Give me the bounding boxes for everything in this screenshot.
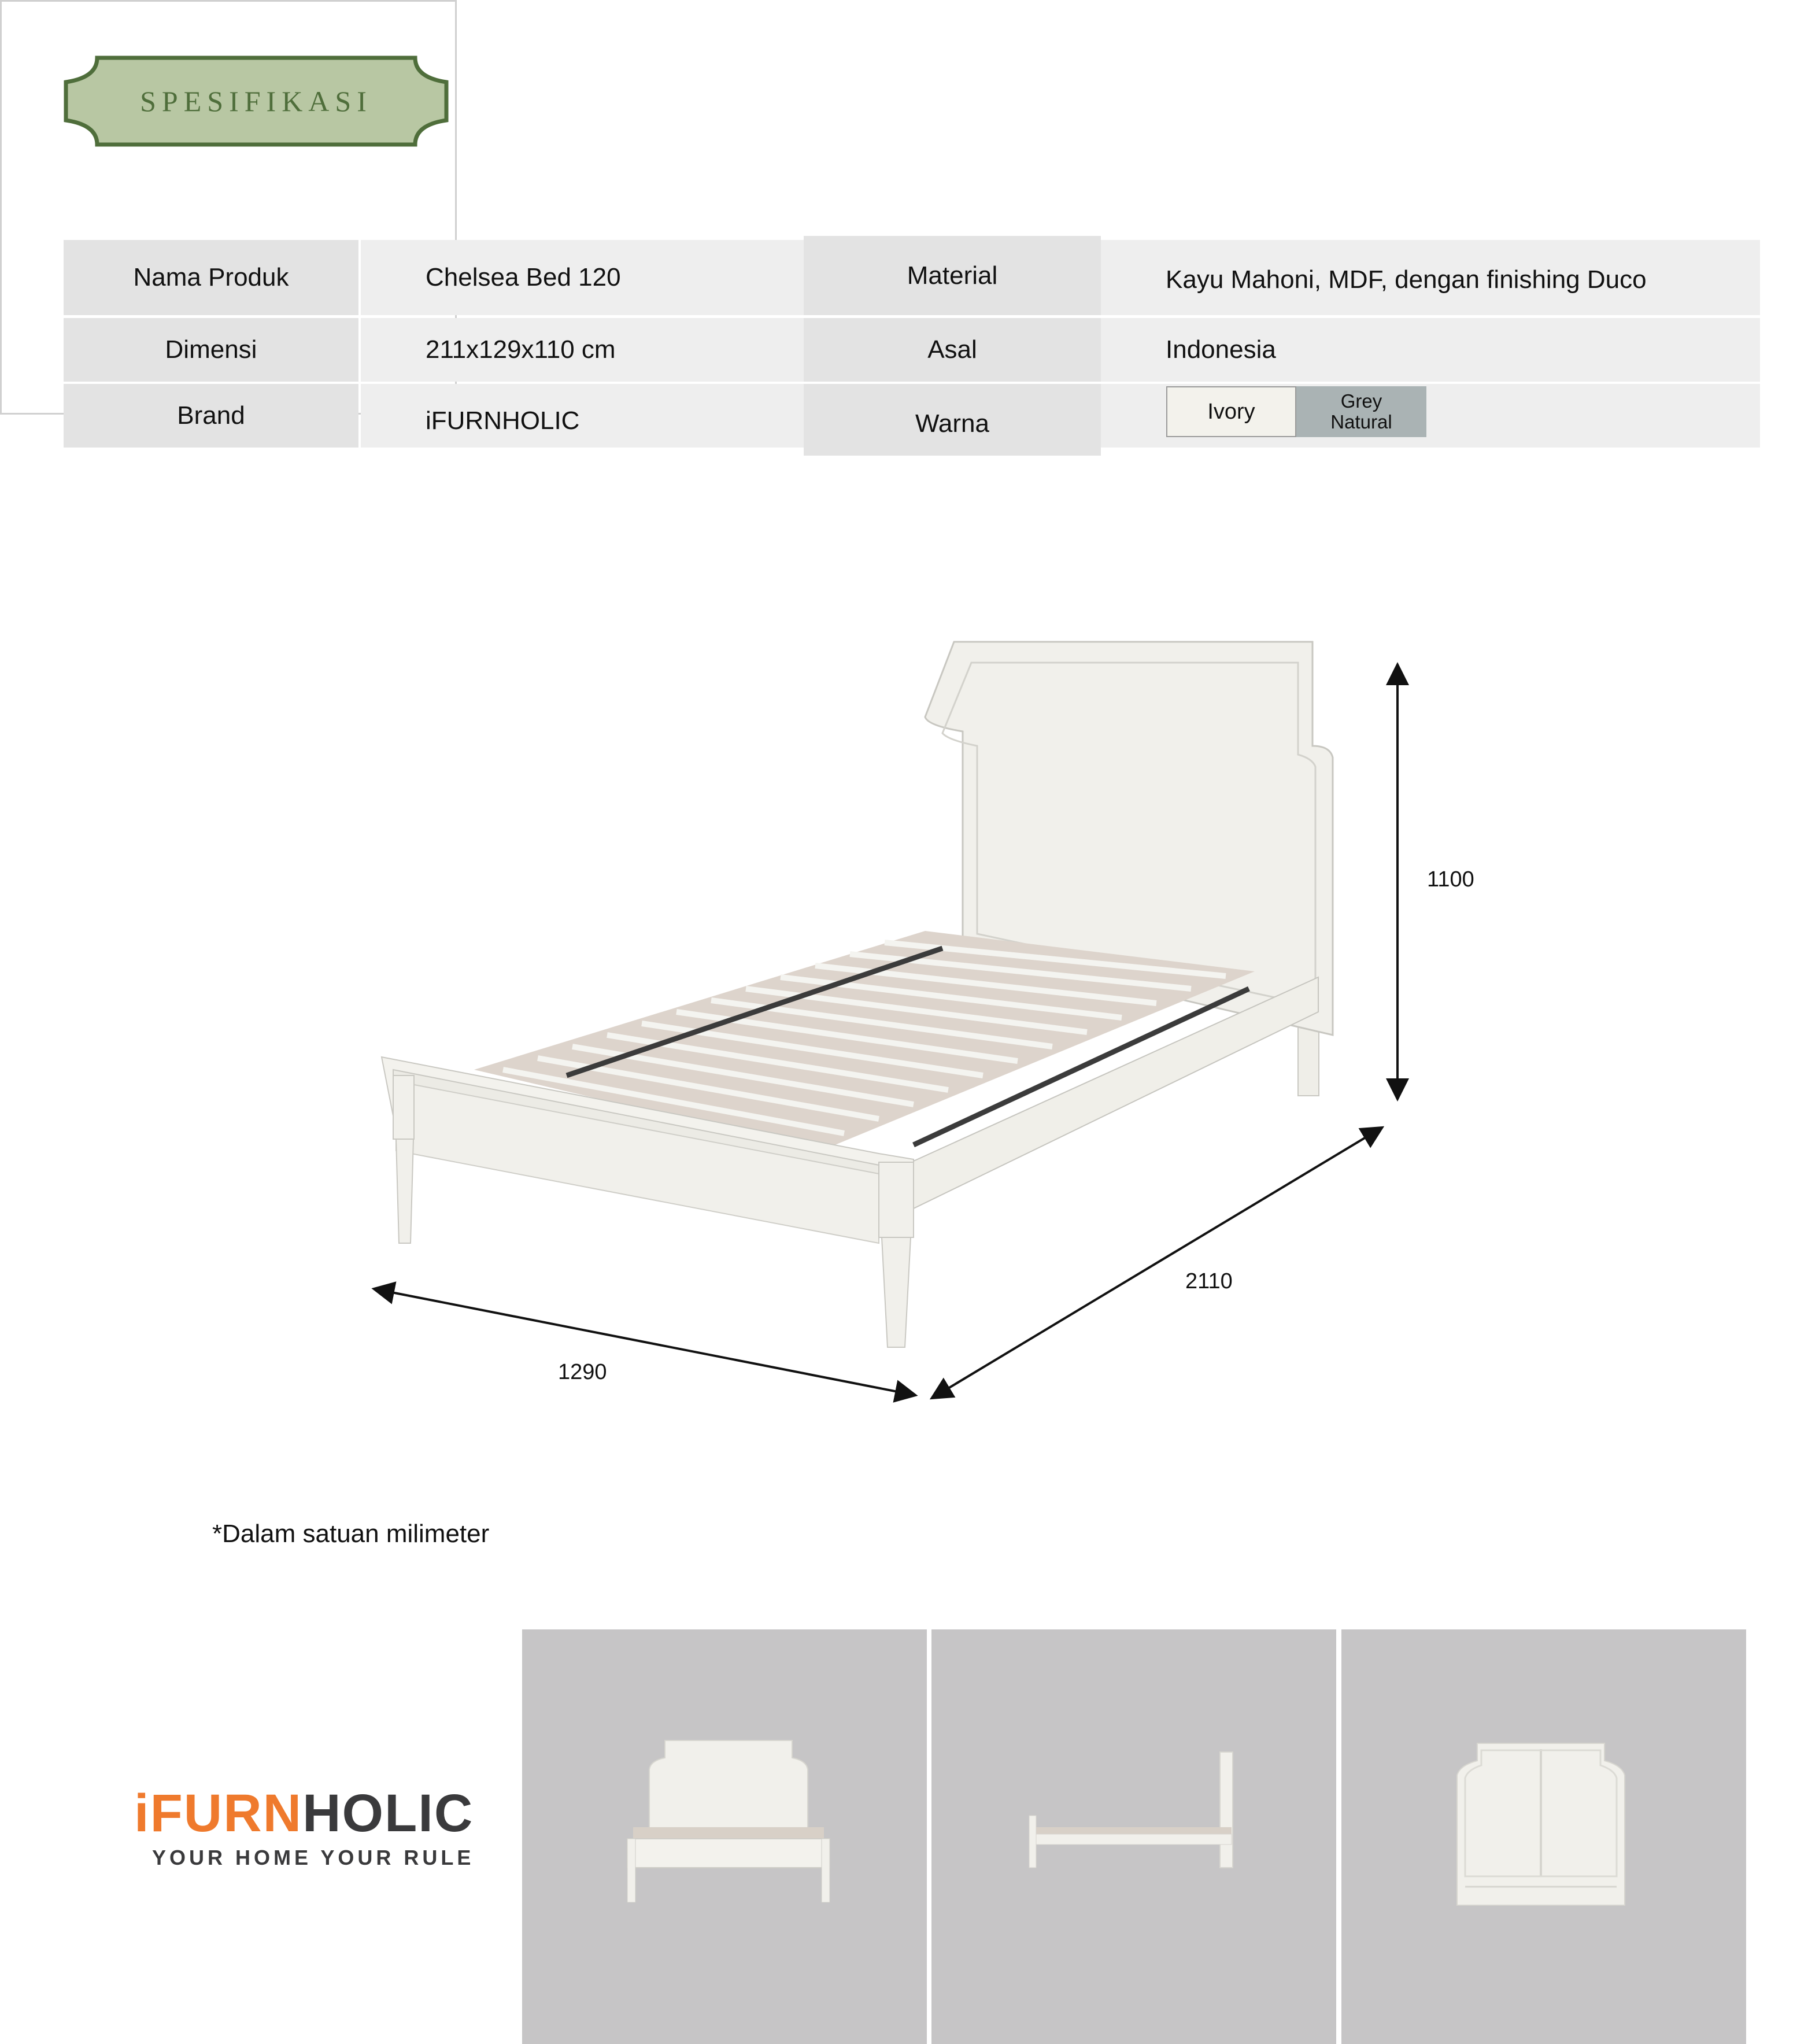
height-dimension-label: 1100 — [1427, 867, 1474, 892]
dimensi-value: 211x129x110 cm — [361, 318, 804, 382]
nama-produk-label: Nama Produk — [64, 240, 358, 315]
front-view-image — [622, 1735, 835, 1908]
warna-label: Warna — [804, 384, 1101, 456]
back-view-image — [1445, 1738, 1636, 1911]
color-swatch-label: Ivory — [1207, 399, 1255, 424]
asal-value: Indonesia — [1101, 318, 1760, 382]
logo-part-holic: HOLIC — [302, 1784, 474, 1843]
width-dimension-label: 1290 — [558, 1360, 607, 1384]
side-view-image — [1023, 1746, 1249, 1873]
brand-logo — [134, 1783, 474, 1844]
nama-produk-value: Chelsea Bed 120 — [361, 240, 804, 315]
color-swatch-label: Natural — [1330, 411, 1392, 433]
asal-label: Asal — [804, 318, 1101, 382]
unit-note: *Dalam satuan milimeter — [212, 1520, 490, 1548]
dimensi-label: Dimensi — [64, 318, 358, 382]
material-value: Kayu Mahoni, MDF, dengan finishing Duco — [1101, 240, 1760, 315]
brand-label: Brand — [64, 384, 358, 448]
brand-value: iFURNHOLIC — [361, 384, 804, 448]
logo-part-furn: FURN — [150, 1784, 303, 1843]
color-swatch-label: Grey — [1340, 390, 1382, 412]
material-label: Material — [804, 236, 1101, 315]
logo-part-i: i — [134, 1784, 150, 1843]
length-dimension-label: 2110 — [1185, 1269, 1233, 1293]
section-title: SPESIFIKASI — [140, 85, 372, 117]
brand-tagline: YOUR HOME YOUR RULE — [152, 1846, 475, 1869]
